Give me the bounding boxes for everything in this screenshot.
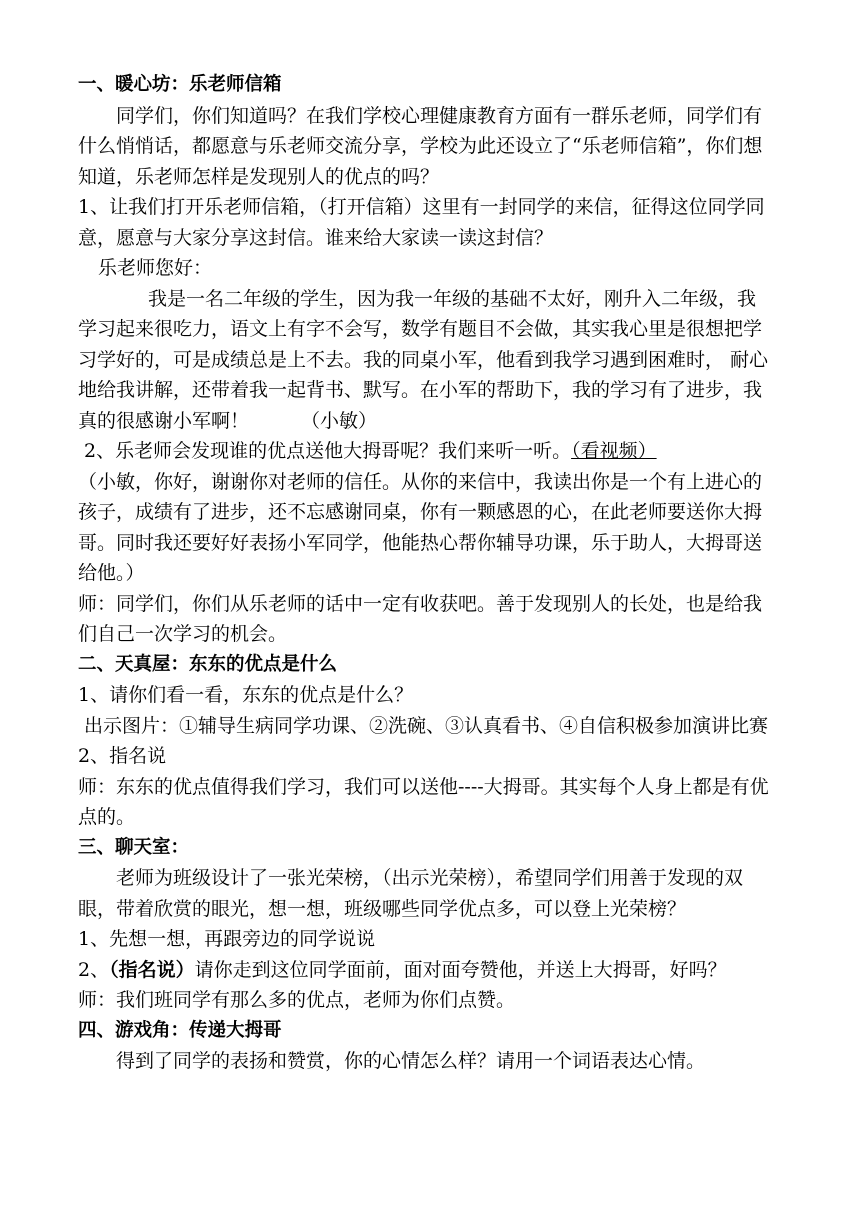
letter-greeting: 乐老师您好： bbox=[98, 257, 213, 279]
section-1-heading: 一、暖心坊：乐老师信箱 bbox=[78, 74, 282, 95]
section-3-heading: 三、聊天室： bbox=[78, 836, 190, 858]
step-2-bold: （指名说） bbox=[109, 958, 195, 981]
section-2-heading: 二、天真屋：东东的优点是什么 bbox=[78, 653, 338, 675]
section-3-step-1: 1、先想一想，再跟旁边的同学说说 bbox=[78, 928, 376, 950]
section-1-teacher-note: 师：同学们，你们从乐老师的话中一定有收获吧。善于发现别人的长处，也是给我们自己一次学习的机会。 bbox=[78, 592, 763, 645]
letter-text: 我是一名二年级的学生，因为我一年级的基础不太好，刚升入二年级，我学习起来很吃力，语文上有字不会写，数学有题目不会做，其实我心里是很想把学习学好的，可是成绩总是上不去。我的同桌小军，他看到我学习遇到困难时， 耐心地给我讲解，还带着我一起背书、默写。在小军的帮助下，我的学习有了进步，我真的很感谢小军啊！ bbox=[78, 287, 769, 432]
section-4-intro: 得到了同学的表扬和赞赏，你的心情怎么样？请用一个词语表达心情。 bbox=[116, 1050, 706, 1072]
letter-signature: （小敏） bbox=[301, 409, 378, 432]
section-1-step-1: 1、让我们打开乐老师信箱，（打开信箱）这里有一封同学的来信，征得这位同学同意，愿意与大家分享这封信。谁来给大家读一读这封信？ bbox=[78, 196, 765, 249]
watch-video-link[interactable]: （看视频） bbox=[571, 440, 657, 462]
document-page bbox=[78, 70, 770, 1077]
section-1-step-2 bbox=[78, 436, 770, 467]
step-2-rest: 请你走到这位同学面前，面对面夸赞他，并送上大拇哥，好吗？ bbox=[194, 958, 727, 981]
section-2-pictures: 出示图片：①辅导生病同学功课、②洗碗、③认真看书、④自信积极参加演讲比赛 bbox=[84, 714, 769, 737]
section-2-step-1: 1、请你们看一看，东东的优点是什么？ bbox=[78, 684, 414, 706]
section-2-teacher-note: 师：东东的优点值得我们学习，我们可以送他----大拇哥。其实每个人身上都是有优点的。 bbox=[78, 775, 769, 828]
letter-body bbox=[78, 284, 770, 437]
section-3-step-2 bbox=[78, 955, 770, 986]
teacher-reply: （小敏，你好，谢谢你对老师的信任。从你的来信中，我读出你是一个有上进心的孩子，成绩有了进步，还不忘感谢同桌，你有一颗感恩的心，在此老师要送你大拇哥。同时我还要好好表扬小军同学，他能热心帮你辅导功课，乐于助人，大拇哥送给他。） bbox=[78, 470, 763, 584]
section-3-intro: 老师为班级设计了一张光荣榜，（出示光荣榜），希望同学们用善于发现的双眼，带着欣赏的眼光，想一想，班级哪些同学优点多，可以登上光荣榜？ bbox=[78, 867, 744, 920]
step-2-text: 2、乐老师会发现谁的优点送他大拇哥呢？我们来听一听。 bbox=[84, 440, 572, 462]
section-2-step-2: 2、指名说 bbox=[78, 745, 167, 767]
step-2-prefix: 2、 bbox=[78, 958, 110, 981]
section-1-intro: 同学们，你们知道吗？在我们学校心理健康教育方面有一群乐老师，同学们有什么悄悄话，都愿意与乐老师交流分享，学校为此还设立了“乐老师信箱”，你们想知道，乐老师怎样是发现别人的优点的吗？ bbox=[78, 104, 763, 188]
section-4-heading: 四、游戏角：传递大拇哥 bbox=[78, 1019, 282, 1041]
section-3-teacher-note: 师：我们班同学有那么多的优点，老师为你们点赞。 bbox=[78, 989, 516, 1011]
